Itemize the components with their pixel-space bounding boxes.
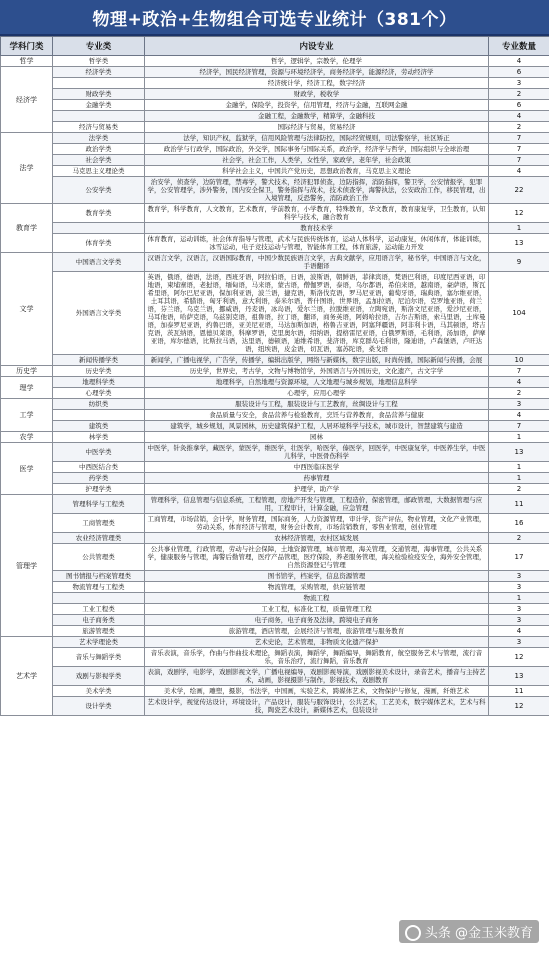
count-cell: 2 xyxy=(489,122,549,133)
majors-cell: 工商管理，市场营销，会计学，财务管理，国际商务，人力资源管理，审计学，资产评估，物业管理，文化产业管理，劳动关系，体育经济与管理，财务会计教育，市场营销教育，零售业管理，创业管理 xyxy=(145,514,489,533)
major-class-cell: 林学类 xyxy=(53,432,145,443)
discipline-cell: 医学 xyxy=(1,443,53,495)
watermark-text: 头条 @金玉米教育 xyxy=(424,925,533,941)
major-class-cell: 物流管理与工程类 xyxy=(53,582,145,593)
table-row xyxy=(1,155,549,166)
table-row xyxy=(1,78,549,89)
majors-cell: 教育学，科学教育，人文教育，艺术教育，学前教育，小学教育，特殊教育，华文教育，教育康复学，卫生教育，认知科学与技术，融合教育 xyxy=(145,204,489,223)
count-cell: 12 xyxy=(489,204,549,223)
major-class-cell: 马克思主义理论类 xyxy=(53,166,145,177)
table-row xyxy=(1,443,549,462)
majors-cell: 财政学，税收学 xyxy=(145,89,489,100)
majors-cell: 心理学，应用心理学 xyxy=(145,388,489,399)
count-cell: 17 xyxy=(489,544,549,571)
major-class-cell: 中国语言文学类 xyxy=(53,253,145,272)
table-row xyxy=(1,648,549,667)
table-row xyxy=(1,615,549,626)
discipline-cell: 历史学 xyxy=(1,366,53,377)
majors-cell: 美术学，绘画，雕塑，摄影，书法学，中国画，实验艺术，跨媒体艺术，文物保护与修复，漫画，纤维艺术 xyxy=(145,686,489,697)
major-class-cell: 公安学类 xyxy=(53,177,145,204)
table-row xyxy=(1,253,549,272)
major-class-cell: 金融学类 xyxy=(53,100,145,111)
major-class-cell: 中医学类 xyxy=(53,443,145,462)
majors-cell: 教育技术学 xyxy=(145,223,489,234)
count-cell: 3 xyxy=(489,399,549,410)
table-row xyxy=(1,473,549,484)
count-cell: 1 xyxy=(489,462,549,473)
table-row xyxy=(1,204,549,223)
count-cell: 6 xyxy=(489,67,549,78)
table-row xyxy=(1,177,549,204)
major-class-cell: 设计学类 xyxy=(53,697,145,716)
table-row xyxy=(1,377,549,388)
table-row xyxy=(1,686,549,697)
major-class-cell: 音乐与舞蹈学类 xyxy=(53,648,145,667)
table-row xyxy=(1,544,549,571)
discipline-cell: 理学 xyxy=(1,377,53,399)
majors-cell: 政治学与行政学，国际政治，外交学，国际事务与国际关系，政治学，经济学与哲学，国际组织与全球治理 xyxy=(145,144,489,155)
majors-cell: 管理科学，信息管理与信息系统，工程管理，房地产开发与管理，工程造价，保密管理，邮政管理，大数据管理与应用，工程审计，计算金融，应急管理 xyxy=(145,495,489,514)
major-class-cell: 体育学类 xyxy=(53,234,145,253)
table-row xyxy=(1,56,549,67)
table-row xyxy=(1,223,549,234)
count-cell: 22 xyxy=(489,177,549,204)
table-row xyxy=(1,355,549,366)
majors-cell: 农林经济管理，农村区域发展 xyxy=(145,533,489,544)
majors-cell: 园林 xyxy=(145,432,489,443)
major-class-cell: 外国语言文学类 xyxy=(53,272,145,355)
table-row xyxy=(1,67,549,78)
count-cell: 4 xyxy=(489,377,549,388)
table-row xyxy=(1,626,549,637)
count-cell: 13 xyxy=(489,667,549,686)
count-cell: 3 xyxy=(489,637,549,648)
majors-cell: 科学社会主义，中国共产党历史，思想政治教育，马克思主义理论 xyxy=(145,166,489,177)
discipline-cell: 艺术学 xyxy=(1,637,53,716)
table-row xyxy=(1,432,549,443)
major-class-cell: 政治学类 xyxy=(53,144,145,155)
header-majors: 内设专业 xyxy=(145,37,489,56)
table-row xyxy=(1,421,549,432)
table-row xyxy=(1,484,549,495)
table-row xyxy=(1,89,549,100)
count-cell: 104 xyxy=(489,272,549,355)
table-row xyxy=(1,122,549,133)
majors-cell: 地理科学，自然地理与资源环境，人文地理与城乡规划，地理信息科学 xyxy=(145,377,489,388)
table-row xyxy=(1,399,549,410)
majors-cell: 体育教育，运动训练，社会体育指导与管理，武术与民族传统体育，运动人体科学，运动康复，休闲体育，体能训练，冰雪运动，电子竞技运动与管理，智能体育工程，体育旅游，运动能力开发 xyxy=(145,234,489,253)
major-class-cell xyxy=(53,223,145,234)
major-class-cell: 护理学类 xyxy=(53,484,145,495)
discipline-cell: 哲学 xyxy=(1,56,53,67)
major-class-cell xyxy=(53,410,145,421)
count-cell: 10 xyxy=(489,355,549,366)
table-row xyxy=(1,514,549,533)
majors-cell: 治安学，侦查学，边防管理，禁毒学，警犬技术，经济犯罪侦查，边防指挥，消防指挥，警卫学，公安情报学，犯罪学，公安管理学，涉外警务，国内安全保卫，警务指挥与战术，技术侦查学，海警执法，公安政治工作，移民管理，出入境管理，反恐警务，消防政治工作 xyxy=(145,177,489,204)
majors-cell: 旅游管理，酒店管理，会展经济与管理，旅游管理与服务教育 xyxy=(145,626,489,637)
count-cell: 7 xyxy=(489,421,549,432)
major-class-cell: 药学类 xyxy=(53,473,145,484)
discipline-cell: 文学 xyxy=(1,253,53,366)
major-class-cell: 经济与贸易类 xyxy=(53,122,145,133)
discipline-cell: 法学 xyxy=(1,133,53,204)
majors-cell: 艺术设计学，视觉传达设计，环境设计，产品设计，服装与服饰设计，公共艺术，工艺美术，数字媒体艺术，艺术与科技，陶瓷艺术设计，新媒体艺术，包装设计 xyxy=(145,697,489,716)
count-cell: 11 xyxy=(489,686,549,697)
count-cell: 2 xyxy=(489,484,549,495)
majors-cell: 国际经济与贸易，贸易经济 xyxy=(145,122,489,133)
discipline-cell: 经济学 xyxy=(1,67,53,133)
page-title: 物理+政治+生物组合可选专业统计（381个） xyxy=(0,0,549,36)
count-cell: 12 xyxy=(489,697,549,716)
count-cell: 1 xyxy=(489,223,549,234)
major-class-cell: 法学类 xyxy=(53,133,145,144)
major-class-cell: 工商管理类 xyxy=(53,514,145,533)
major-class-cell xyxy=(53,78,145,89)
table-row xyxy=(1,462,549,473)
count-cell: 2 xyxy=(489,89,549,100)
majors-cell: 英语，俄语，德语，法语，西班牙语，阿拉伯语，日语，波斯语，朝鲜语，菲律宾语，梵语巴利语，印度尼西亚语，印地语，柬埔寨语，老挝语，缅甸语，马来语，蒙古语，僧伽罗语，泰语，乌尔都语，希伯来语，越南语，豪萨语，斯瓦希里语，阿尔巴尼亚语，保加利亚语，波兰语，捷克语，斯洛伐克语，罗马尼亚语，葡萄牙语，瑞典语，塞尔维亚语，土耳其语，希腊语，匈牙利语，意大利语，泰米尔语，普什图语，世界语，孟加拉语，尼泊尔语，克罗地亚语，荷兰语，芬兰语，乌克兰语，挪威语，丹麦语，冰岛语，爱尔兰语，拉脱维亚语，立陶宛语，斯洛文尼亚语，爱沙尼亚语，马耳他语，哈萨克语，乌兹别克语，祖鲁语，拉丁语，翻译，商务英语，阿姆哈拉语，吉尔吉斯语，索马里语，土库曼语，加泰罗尼亚语，约鲁巴语，亚美尼亚语，马达加斯加语，格鲁吉亚语，阿塞拜疆语，阿非利卡语，马其顿语，塔吉克语，茨瓦纳语，恩德贝莱语，科摩罗语，克里奥尔语，绍纳语，提格雷尼亚语，白俄罗斯语，毛利语，汤加语，萨摩亚语，库尔德语，比斯拉马语，达里语，德顿语，迪维希语，斐济语，库克群岛毛利语，隆迪语，卢森堡语，卢旺达语，纽埃语，皮金语，切瓦语，塞苏陀语，桑戈语 xyxy=(145,272,489,355)
count-cell: 7 xyxy=(489,144,549,155)
count-cell: 1 xyxy=(489,593,549,604)
major-class-cell: 社会学类 xyxy=(53,155,145,166)
major-class-cell: 哲学类 xyxy=(53,56,145,67)
logo-icon xyxy=(405,925,421,941)
watermark xyxy=(399,920,539,944)
table-row xyxy=(1,637,549,648)
count-cell: 9 xyxy=(489,253,549,272)
header-discipline: 学科门类 xyxy=(1,37,53,56)
count-cell: 1 xyxy=(489,432,549,443)
count-cell: 3 xyxy=(489,615,549,626)
count-cell: 6 xyxy=(489,100,549,111)
majors-cell: 图书馆学，档案学，信息资源管理 xyxy=(145,571,489,582)
table-row xyxy=(1,111,549,122)
count-cell: 1 xyxy=(489,473,549,484)
major-class-cell: 心理学类 xyxy=(53,388,145,399)
table-row xyxy=(1,593,549,604)
table-header-row xyxy=(1,37,549,56)
majors-cell: 护理学，助产学 xyxy=(145,484,489,495)
majors-cell: 工业工程，标准化工程，质量管理工程 xyxy=(145,604,489,615)
count-cell: 16 xyxy=(489,514,549,533)
major-class-cell: 公共管理类 xyxy=(53,544,145,571)
count-cell: 4 xyxy=(489,166,549,177)
table-row xyxy=(1,667,549,686)
majors-cell: 物流管理，采购管理，供应链管理 xyxy=(145,582,489,593)
major-class-cell: 新闻传播学类 xyxy=(53,355,145,366)
majors-cell: 金融学，保险学，投资学，信用管理，经济与金融，互联网金融 xyxy=(145,100,489,111)
majors-cell: 哲学，逻辑学，宗教学，伦理学 xyxy=(145,56,489,67)
major-class-cell: 旅游管理类 xyxy=(53,626,145,637)
majors-cell: 金融工程，金融数学，精算学，金融科技 xyxy=(145,111,489,122)
majors-cell: 食品质量与安全，食品营养与检验教育，烹饪与营养教育，食品营养与健康 xyxy=(145,410,489,421)
discipline-cell: 管理学 xyxy=(1,495,53,637)
count-cell: 2 xyxy=(489,388,549,399)
count-cell: 11 xyxy=(489,495,549,514)
table-row xyxy=(1,100,549,111)
count-cell: 7 xyxy=(489,155,549,166)
majors-cell: 公共事业管理，行政管理，劳动与社会保障，土地资源管理，城市管理，海关管理，交通管理，海事管理，公共关系学，健康服务与管理，海警后勤管理，医疗产品管理，医疗保险，养老服务管理，海关检验检疫安全，海外安全管理，自然资源登记与管理 xyxy=(145,544,489,571)
major-class-cell: 管理科学与工程类 xyxy=(53,495,145,514)
major-class-cell: 电子商务类 xyxy=(53,615,145,626)
count-cell: 13 xyxy=(489,234,549,253)
count-cell: 12 xyxy=(489,648,549,667)
table-row xyxy=(1,533,549,544)
count-cell: 4 xyxy=(489,410,549,421)
majors-cell: 社会学，社会工作，人类学，女性学，家政学，老年学，社会政策 xyxy=(145,155,489,166)
table-row xyxy=(1,144,549,155)
majors-cell: 中西医临床医学 xyxy=(145,462,489,473)
majors-cell: 服装设计与工程，服装设计与工艺教育，丝绸设计与工程 xyxy=(145,399,489,410)
table-row xyxy=(1,133,549,144)
majors-cell: 药事管理 xyxy=(145,473,489,484)
count-cell: 4 xyxy=(489,626,549,637)
table-row xyxy=(1,166,549,177)
major-class-cell: 中西医结合类 xyxy=(53,462,145,473)
majors-cell: 中医学，针灸推拿学，藏医学，蒙医学，维医学，壮医学，哈医学，傣医学，回医学，中医康复学，中医养生学，中医儿科学，中医骨伤科学 xyxy=(145,443,489,462)
major-class-cell: 工业工程类 xyxy=(53,604,145,615)
major-class-cell: 建筑类 xyxy=(53,421,145,432)
majors-cell: 历史学，世界史，考古学，文物与博物馆学，外国语言与外国历史，文化遗产，古文字学 xyxy=(145,366,489,377)
count-cell: 7 xyxy=(489,133,549,144)
table-row xyxy=(1,388,549,399)
table-body xyxy=(1,56,549,716)
majors-table xyxy=(0,36,549,716)
table-row xyxy=(1,582,549,593)
major-class-cell: 财政学类 xyxy=(53,89,145,100)
count-cell: 7 xyxy=(489,366,549,377)
table-row xyxy=(1,495,549,514)
major-class-cell xyxy=(53,593,145,604)
majors-cell: 艺术史论，艺术管理，非物质文化遗产保护 xyxy=(145,637,489,648)
major-class-cell xyxy=(53,111,145,122)
majors-cell: 法学，知识产权，监狱学，信用风险管理与法律防控，国际经贸规则，司法警察学，社区矫正 xyxy=(145,133,489,144)
major-class-cell: 戏剧与影视学类 xyxy=(53,667,145,686)
majors-cell: 建筑学，城乡规划，风景园林，历史建筑保护工程，人居环境科学与技术，城市设计，智慧建筑与建造 xyxy=(145,421,489,432)
majors-cell: 经济统计学，经济工程，数字经济 xyxy=(145,78,489,89)
header-major-class: 专业类 xyxy=(53,37,145,56)
table-row xyxy=(1,697,549,716)
major-class-cell: 美术学类 xyxy=(53,686,145,697)
majors-cell: 新闻学，广播电视学，广告学，传播学，编辑出版学，网络与新媒体，数字出版，时尚传播，国际新闻与传播，会展 xyxy=(145,355,489,366)
major-class-cell: 教育学类 xyxy=(53,204,145,223)
table-row xyxy=(1,410,549,421)
count-cell: 2 xyxy=(489,533,549,544)
count-cell: 3 xyxy=(489,604,549,615)
count-cell: 13 xyxy=(489,443,549,462)
count-cell: 4 xyxy=(489,56,549,67)
header-count: 专业数量 xyxy=(489,37,549,56)
count-cell: 3 xyxy=(489,582,549,593)
majors-cell: 物流工程 xyxy=(145,593,489,604)
majors-cell: 电子商务，电子商务及法律，跨境电子商务 xyxy=(145,615,489,626)
major-class-cell: 纺织类 xyxy=(53,399,145,410)
major-class-cell: 地理科学类 xyxy=(53,377,145,388)
majors-cell: 表演，戏剧学，电影学，戏剧影视文学，广播电视编导，戏剧影视导演，戏剧影视美术设计，录音艺术，播音与主持艺术，动画，影视摄影与制作，影视技术，戏剧教育 xyxy=(145,667,489,686)
count-cell: 3 xyxy=(489,78,549,89)
table-row xyxy=(1,571,549,582)
discipline-cell: 农学 xyxy=(1,432,53,443)
major-class-cell: 图书情报与档案管理类 xyxy=(53,571,145,582)
majors-cell: 经济学，国民经济管理，资源与环境经济学，商务经济学，能源经济，劳动经济学 xyxy=(145,67,489,78)
table-row xyxy=(1,234,549,253)
count-cell: 4 xyxy=(489,111,549,122)
major-class-cell: 艺术学理论类 xyxy=(53,637,145,648)
majors-cell: 音乐表演，音乐学，作曲与作曲技术理论，舞蹈表演，舞蹈学，舞蹈编导，舞蹈教育，航空服务艺术与管理，流行音乐，音乐治疗，流行舞蹈，音乐教育 xyxy=(145,648,489,667)
table-row xyxy=(1,604,549,615)
table-row xyxy=(1,366,549,377)
table-row xyxy=(1,272,549,355)
discipline-cell: 教育学 xyxy=(1,204,53,253)
majors-cell: 汉语言文学，汉语言，汉语国际教育，中国少数民族语言文学，古典文献学，应用语言学，秘书学，中国语言与文化，手语翻译 xyxy=(145,253,489,272)
major-class-cell: 农业经济管理类 xyxy=(53,533,145,544)
count-cell: 3 xyxy=(489,571,549,582)
discipline-cell: 工学 xyxy=(1,399,53,432)
major-class-cell: 历史学类 xyxy=(53,366,145,377)
major-class-cell: 经济学类 xyxy=(53,67,145,78)
